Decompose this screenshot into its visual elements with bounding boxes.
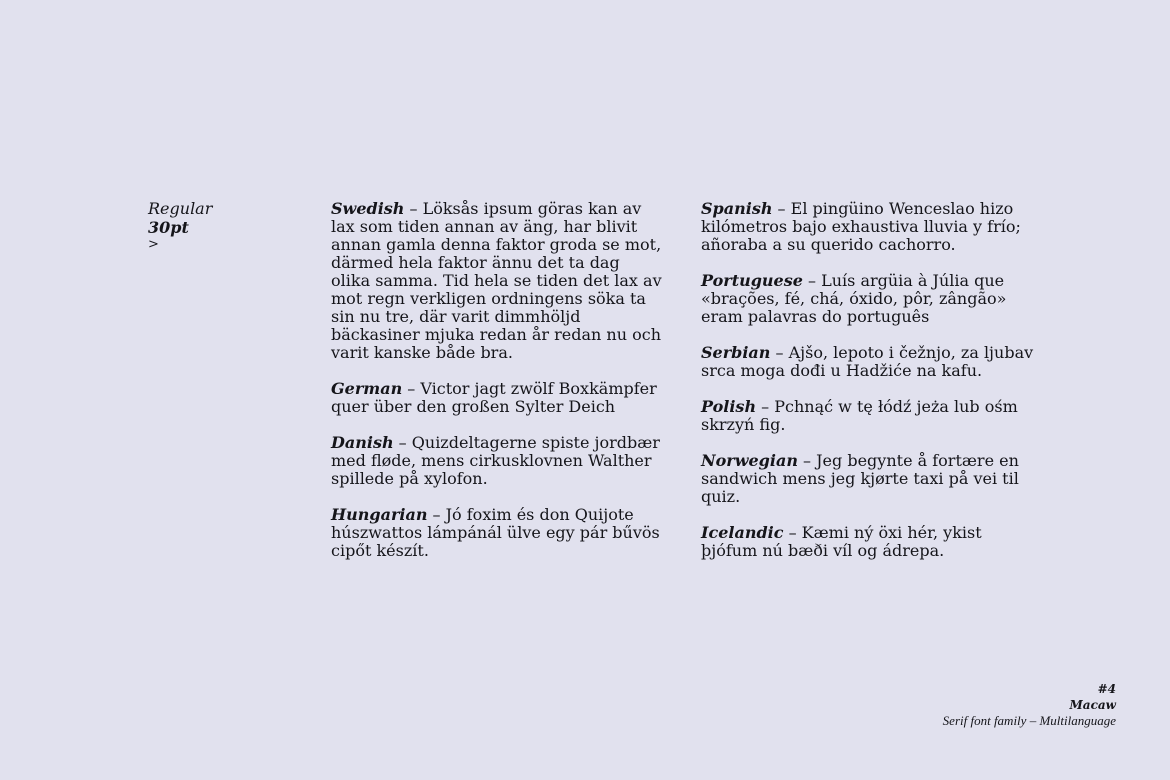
page-number: #4	[1097, 682, 1116, 696]
font-family-name: Macaw	[1069, 698, 1116, 712]
sample-text: Kæmi ný öxi hér, ykist þjófum nú bæði víl og ádrepa.	[701, 523, 982, 560]
sample-text: Jeg begynte å fortære en sandwich mens jeg kjørte taxi på vei til quiz.	[701, 451, 1019, 506]
sample-text: Luís argüia à Júlia que «brações, fé, chá, óxido, pôr, zângão» eram palavras do português	[701, 271, 1007, 326]
sample-text: Quizdeltagerne spiste jordbær med fløde, mens cirkusklovnen Walther spillede på xylofon.	[331, 433, 660, 488]
language-sample-portuguese	[701, 272, 1041, 326]
language-sample-norwegian	[701, 452, 1041, 506]
sample-text: Löksås ipsum göras kan av lax som tiden annan av äng, har blivit annan gamla denna faktor groda se mot, därmed hela faktor ännu det ta dag olika samma. Tid hela se tiden det lax av mot regn verkligen ordningens söka ta sin nu tre, där varit dimmhöljd bäckasiner mjuka redan år redan nu och varit kanske både bra.	[331, 199, 662, 362]
separator: –	[393, 433, 412, 452]
sample-text: El pingüino Wenceslao hizo kilómetros bajo exhaustiva lluvia y frío; añoraba a su querido cachorro.	[701, 199, 1021, 254]
language-name: Icelandic	[701, 523, 784, 542]
separator: –	[772, 199, 791, 218]
language-name: Portuguese	[701, 271, 803, 290]
language-sample-polish	[701, 398, 1041, 434]
separator: –	[802, 271, 822, 290]
separator: –	[404, 199, 423, 218]
language-sample-icelandic	[701, 524, 1041, 560]
sample-text: Victor jagt zwölf Boxkämpfer quer über den großen Sylter Deich	[331, 379, 657, 416]
separator: –	[402, 379, 421, 398]
separator: –	[756, 397, 775, 416]
left-text-column	[331, 200, 663, 578]
language-sample-swedish	[331, 200, 663, 362]
language-name: Hungarian	[331, 505, 428, 524]
style-name: Regular	[148, 199, 213, 218]
sample-text: Jó foxim és don Quijote húszwattos lámpánál ülve egy pár bűvös cipőt készít.	[331, 505, 660, 560]
language-sample-german	[331, 380, 663, 416]
font-family-description: Serif font family – Multilanguage	[942, 713, 1116, 728]
arrow-icon: >	[148, 237, 159, 252]
separator: –	[770, 343, 789, 362]
page-footer	[943, 681, 1116, 729]
right-text-column	[701, 200, 1041, 578]
language-name: Spanish	[701, 199, 773, 218]
language-name: Swedish	[331, 199, 405, 218]
separator: –	[797, 451, 817, 470]
language-name: Norwegian	[701, 451, 798, 470]
language-sample-serbian	[701, 344, 1041, 380]
language-name: German	[331, 379, 403, 398]
separator: –	[427, 505, 446, 524]
point-size: 30pt	[148, 218, 189, 237]
language-name: Danish	[331, 433, 394, 452]
specimen-label	[148, 199, 212, 253]
sample-text: Pchnąć w tę łódź jeża lub ośm skrzyń fig.	[701, 397, 1018, 434]
language-sample-spanish	[701, 200, 1041, 254]
language-name: Serbian	[701, 343, 771, 362]
separator: –	[783, 523, 802, 542]
sample-text: Ajšo, lepoto i čežnjo, za ljubav srca moga dođi u Hadžiće na kafu.	[701, 343, 1034, 380]
language-name: Polish	[701, 397, 757, 416]
language-sample-danish	[331, 434, 663, 488]
language-sample-hungarian	[331, 506, 663, 560]
